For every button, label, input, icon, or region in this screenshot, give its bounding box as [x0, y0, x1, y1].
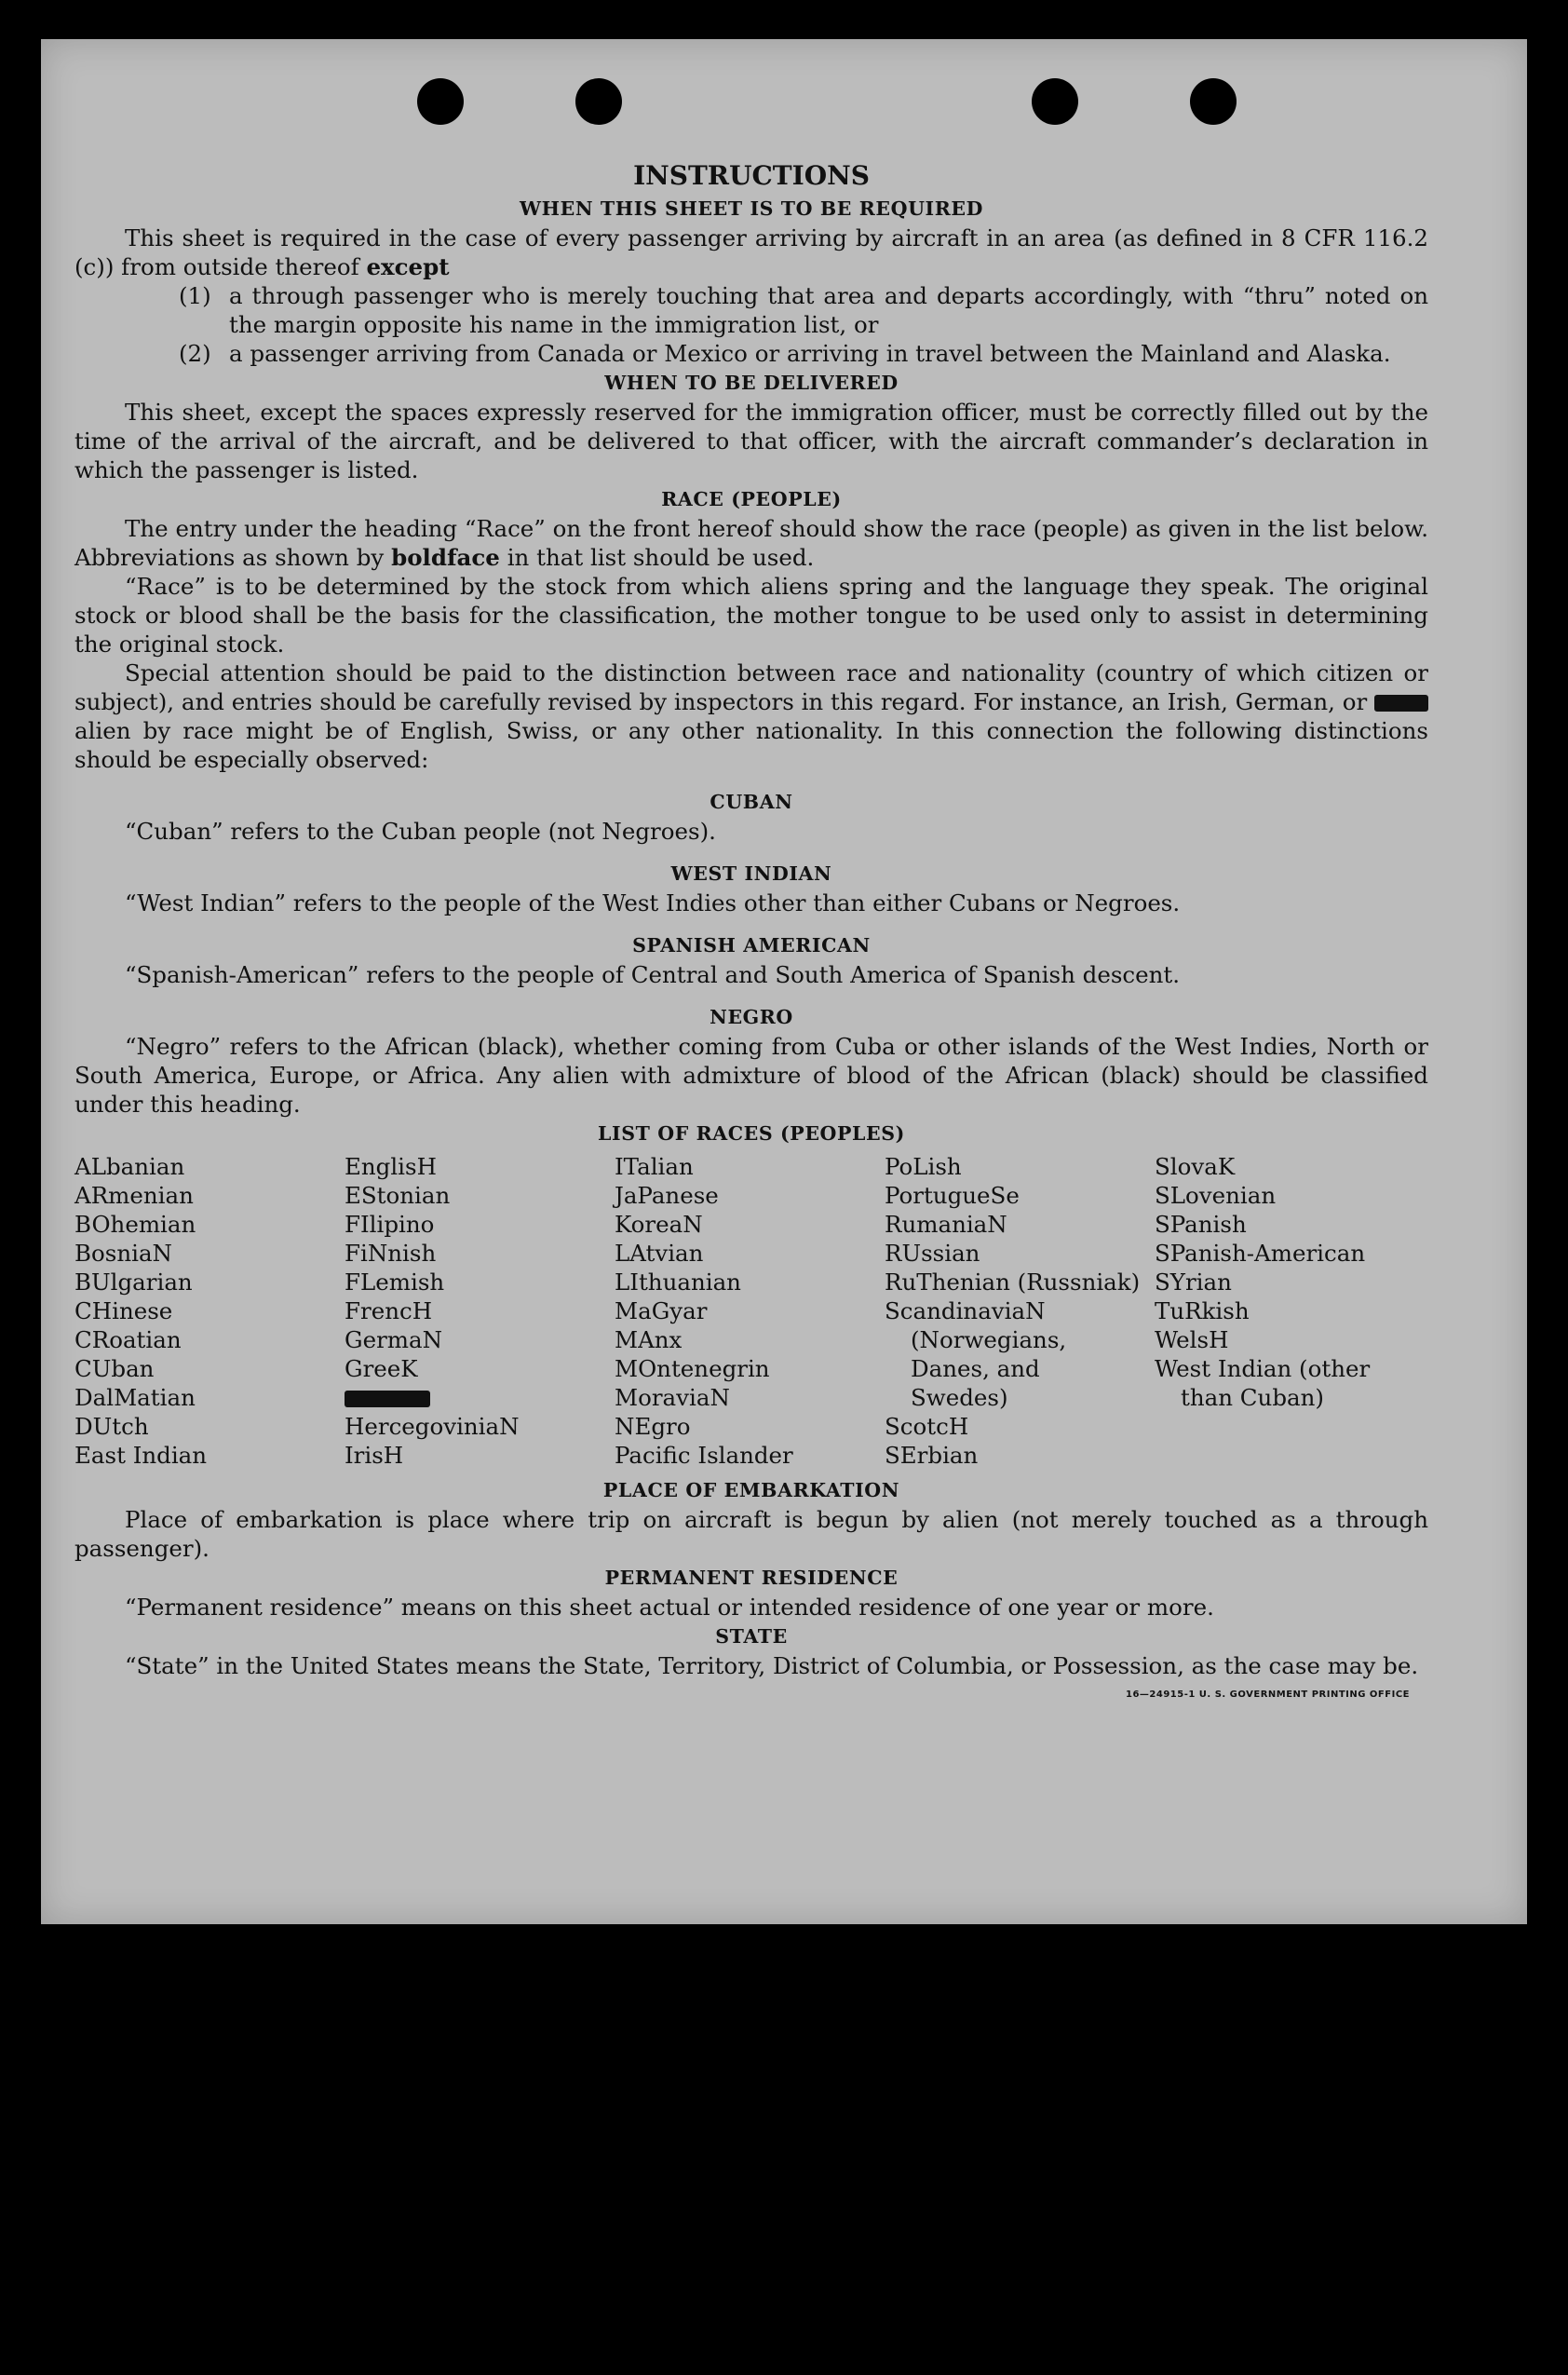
race-entry: CRoatian	[74, 1326, 182, 1353]
races-column-3	[615, 1152, 885, 1470]
race-entry: RumaniaN	[885, 1211, 1007, 1238]
section-heading-residence: PERMANENT RESIDENCE	[604, 1567, 899, 1589]
race-entry: SPanish-American	[1155, 1240, 1366, 1267]
embarkation-text: Place of embarkation is place where trip on aircraft is begun by alien (not merely touched as a through passenger).	[74, 1506, 1428, 1562]
race-entry: WelsH	[1155, 1326, 1229, 1353]
required-item-2: (2) a passenger arriving from Canada or Mexico or arriving in travel between the Mainland and Alaska.	[179, 340, 1391, 367]
race-entry: ITalian	[615, 1153, 694, 1180]
race-entry: MOntenegrin	[615, 1355, 770, 1382]
race-entry: SPanish	[1155, 1211, 1247, 1238]
race-entry: West Indian (other than Cuban)	[1155, 1355, 1371, 1411]
race-entry: KoreaN	[615, 1211, 703, 1238]
residence-text: “Permanent residence” means on this sheet actual or intended residence of one year or more.	[125, 1594, 1214, 1621]
race-entry: SLovenian	[1155, 1182, 1277, 1209]
race-entry: SErbian	[885, 1442, 979, 1469]
race-entry: ScandinaviaN (Norwegians, Danes, and Swedes)	[885, 1297, 1067, 1411]
instruction-sheet	[41, 39, 1527, 1924]
race-entry: JaPanese	[615, 1182, 719, 1209]
race-entry: CHinese	[74, 1297, 173, 1324]
race-entry: FIlipino	[345, 1211, 435, 1238]
race-entry: BosniaN	[74, 1240, 172, 1267]
section-heading-state: STATE	[715, 1625, 788, 1648]
punch-hole	[1190, 78, 1237, 125]
race-entry: MoraviaN	[615, 1384, 730, 1411]
print-code: 16—24915-1 U. S. GOVERNMENT PRINTING OFFICE	[1126, 1690, 1410, 1700]
section-heading-west-indian: WEST INDIAN	[670, 862, 832, 885]
race-paragraph-3: Special attention should be paid to the distinction between race and nationality (country of which citizen or subject), and entries should be carefully revised by inspectors in this regard. For instance, an Irish, German, or alien by race might be of English, Swiss, or any other nationality. In this connection the following distinctions should be especially observed:	[74, 659, 1428, 773]
race-entry: ALbanian	[74, 1153, 185, 1180]
punch-hole	[417, 78, 464, 125]
race-entry: ScotcH	[885, 1413, 969, 1440]
race-entry: EnglisH	[345, 1153, 437, 1180]
race-entry: SlovaK	[1155, 1153, 1236, 1180]
race-entry: CUban	[74, 1355, 155, 1382]
cuban-text: “Cuban” refers to the Cuban people (not Negroes).	[125, 818, 716, 845]
races-column-2	[345, 1152, 615, 1470]
race-entry: BUlgarian	[74, 1269, 193, 1296]
section-heading-delivered: WHEN TO BE DELIVERED	[604, 372, 899, 394]
race-entry: LIthuanian	[615, 1269, 741, 1296]
delivered-text: This sheet, except the spaces expressly reserved for the immigration officer, must be correctly filled out by the time of the arrival of the aircraft, and be delivered to that officer, with the aircraft commander’s declaration in which the passenger is listed.	[74, 399, 1428, 483]
section-heading-required: WHEN THIS SHEET IS TO BE REQUIRED	[520, 197, 983, 220]
required-item-1: (1) a through passenger who is merely touching that area and departs accordingly, with “thru” noted on the margin opposite his name in the immigration list, or	[179, 282, 1428, 338]
race-entry-redacted	[345, 1383, 615, 1412]
race-entry: GermaN	[345, 1326, 443, 1353]
race-entry: FiNnish	[345, 1240, 437, 1267]
punch-hole	[1032, 78, 1078, 125]
race-entry: LAtvian	[615, 1240, 704, 1267]
race-entry: TuRkish	[1155, 1297, 1250, 1324]
section-heading-races-list: LIST OF RACES (PEOPLES)	[598, 1122, 905, 1145]
race-entry: RuThenian (Russniak)	[885, 1269, 1141, 1296]
race-entry: DUtch	[74, 1413, 149, 1440]
race-entry: Pacific Islander	[615, 1442, 793, 1469]
spanish-american-text: “Spanish-American” refers to the people of Central and South America of Spanish descent.	[125, 961, 1181, 988]
race-entry: GreeK	[345, 1355, 418, 1382]
race-entry: EStonian	[345, 1182, 451, 1209]
race-entry: SYrian	[1155, 1269, 1232, 1296]
race-entry: MaGyar	[615, 1297, 708, 1324]
races-column-5	[1155, 1152, 1426, 1470]
race-entry: PoLish	[885, 1153, 962, 1180]
redaction-mark	[345, 1391, 430, 1407]
race-entry: East Indian	[74, 1442, 208, 1469]
race-entry: IrisH	[345, 1442, 404, 1469]
redaction-mark	[1374, 695, 1428, 712]
section-heading-embarkation: PLACE OF EMBARKATION	[602, 1479, 900, 1501]
required-intro: This sheet is required in the case of every passenger arriving by aircraft in an area (as defined in 8 CFR 116.2 (c)) from outside thereof except	[74, 224, 1428, 280]
section-heading-spanish-american: SPANISH AMERICAN	[632, 934, 871, 957]
page-title: INSTRUCTIONS	[633, 160, 870, 191]
races-column-1	[74, 1152, 345, 1470]
negro-text: “Negro” refers to the African (black), whether coming from Cuba or other islands of the West Indies, North or South America, Europe, or Africa. Any alien with admixture of blood of the African (black) should be classified under this heading.	[74, 1033, 1428, 1118]
race-entry: BOhemian	[74, 1211, 196, 1238]
section-heading-cuban: CUBAN	[710, 791, 793, 813]
race-entry: DalMatian	[74, 1384, 196, 1411]
race-paragraph-1: The entry under the heading “Race” on the front hereof should show the race (people) as given in the list below. Abbreviations as shown by boldface in that list should be used.	[74, 515, 1428, 571]
west-indian-text: “West Indian” refers to the people of the West Indies other than either Cubans or Negroes.	[125, 889, 1181, 916]
punch-hole	[575, 78, 622, 125]
race-entry: FLemish	[345, 1269, 445, 1296]
races-column-4	[885, 1152, 1155, 1470]
section-heading-negro: NEGRO	[710, 1006, 793, 1028]
race-entry: MAnx	[615, 1326, 683, 1353]
section-heading-race: RACE (PEOPLE)	[661, 488, 842, 510]
race-entry: RUssian	[885, 1240, 980, 1267]
race-entry: PortugueSe	[885, 1182, 1020, 1209]
race-entry: HercegoviniaN	[345, 1413, 520, 1440]
footer	[74, 1680, 1428, 1709]
race-entry: FrencH	[345, 1297, 433, 1324]
instructions-body	[74, 158, 1428, 1709]
state-text: “State” in the United States means the State, Territory, District of Columbia, or Possession, as the case may be.	[125, 1652, 1419, 1679]
races-table	[74, 1152, 1428, 1470]
race-paragraph-2: “Race” is to be determined by the stock from which aliens spring and the language they speak. The original stock or blood shall be the basis for the classification, the mother tongue to be used only to assist in determining the original stock.	[74, 573, 1428, 658]
race-entry: ARmenian	[74, 1182, 194, 1209]
race-entry: NEgro	[615, 1413, 691, 1440]
